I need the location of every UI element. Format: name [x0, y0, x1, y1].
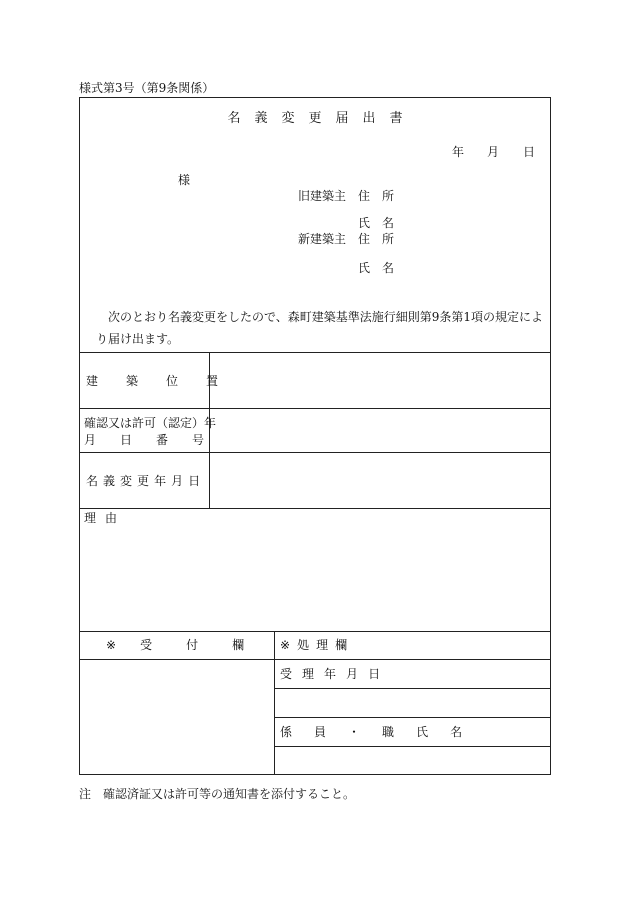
building-location-field[interactable] [212, 355, 548, 405]
name-change-date-field[interactable] [212, 455, 548, 505]
confirmation-field[interactable] [212, 411, 548, 449]
divider [79, 452, 551, 453]
divider [274, 717, 551, 718]
new-owner-name-label: 氏 名 [358, 261, 395, 275]
footnote: 注 確認済証又は許可等の通知書を添付すること。 [79, 787, 356, 801]
old-owner-name-label: 氏 名 [358, 216, 395, 230]
form-number-label: 様式第3号（第9条関係） [79, 81, 215, 95]
building-location-label: 建 築 位 置 [86, 374, 219, 388]
new-owner-label: 新建築主 [298, 232, 347, 246]
divider [79, 352, 551, 353]
date-day: 日 [523, 145, 536, 159]
date-year: 年 [452, 145, 465, 159]
reason-field[interactable] [82, 528, 548, 628]
divider [79, 659, 551, 660]
reception-header: ※ 受 付 欄 [106, 638, 245, 652]
reception-field[interactable] [82, 662, 271, 772]
divider [79, 408, 551, 409]
divider [274, 688, 551, 689]
date-month: 月 [487, 145, 500, 159]
staff-label: 係 員 ・ 職 氏 名 [280, 725, 463, 739]
reason-label: 理 由 [84, 511, 118, 525]
addressee-suffix: 様 [178, 173, 191, 187]
processing-header: ※ 処 理 欄 [280, 638, 348, 652]
old-owner-address-label: 住 所 [358, 189, 395, 203]
document-title: 名 義 変 更 届 出 書 [227, 111, 403, 126]
confirmation-label-line1: 確認又は許可（認定）年 [84, 416, 217, 430]
old-owner-label: 旧建築主 [298, 189, 347, 203]
name-change-date-label: 名 義 変 更 年 月 日 [86, 474, 201, 488]
divider [274, 746, 551, 747]
divider [79, 508, 551, 509]
column-divider [274, 631, 275, 775]
confirmation-label-line2: 月 日 番 号 [84, 433, 205, 447]
received-date-label: 受 理 年 月 日 [280, 667, 381, 681]
new-owner-address-label: 住 所 [358, 232, 395, 246]
notification-statement: 次のとおり名義変更をしたので、森町建築基準法施行細則第9条第1項の規定により届け出ます。 [96, 310, 544, 346]
received-date-field[interactable] [277, 690, 548, 715]
divider [79, 631, 551, 632]
staff-field[interactable] [277, 748, 548, 773]
